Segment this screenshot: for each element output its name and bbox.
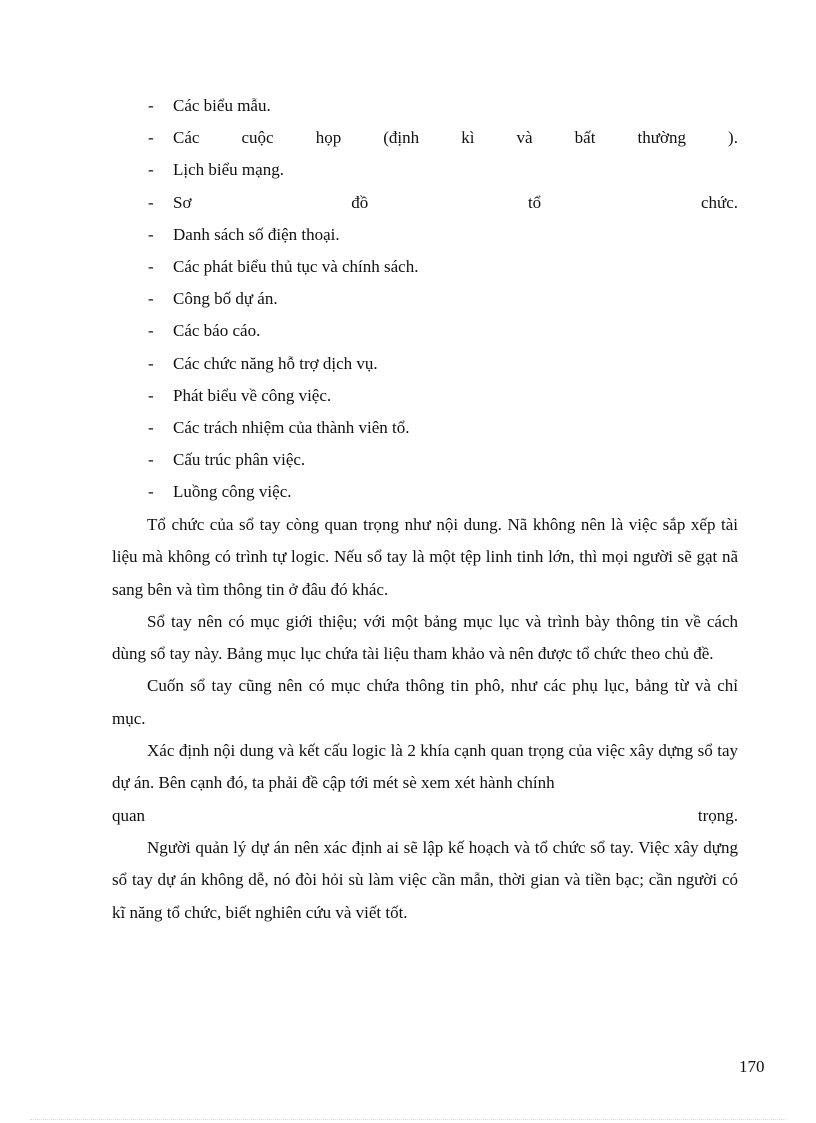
paragraph-text: Tổ chức của sổ tay còng quan trọng như nội dung. Nã không nên là việc sắp xếp tài liệu mà không có trình tự logic. Nếu sổ tay là một tệp linh tinh lớn, thì mọi người sẽ gạt nã sang bên và tìm thông tin ở đâu đó khác. [112,515,738,599]
body-text [112,509,738,929]
bullet-text: Cấu trúc phân việc. [173,450,306,470]
bullet-list [148,90,738,508]
bullet-dash: - [148,289,154,309]
bullet-dash: - [148,224,154,244]
paragraph [112,606,738,671]
paragraph-text: Xác định nội dung và kết cấu logic là 2 khía cạnh quan trọng của việc xây dựng sổ tay dự án. Bên cạnh đó, ta phải đề cập tới mét sè xem xét hành chính [112,741,738,793]
list-item [148,348,738,380]
bullet-text [173,128,738,148]
bullet-dash: - [148,385,154,405]
word: tổ [527,192,542,212]
bullet-text: Lịch biểu mạng. [173,160,284,180]
bullet-text: Các phát biểu thủ tục và chính sách. [173,257,419,277]
word: bất [574,128,596,148]
word: Sơ [173,192,192,212]
list-item [148,412,738,444]
bullet-dash: - [148,160,154,180]
word: trọng. [697,805,738,825]
bullet-text [173,193,738,213]
word: ). [728,128,738,148]
bullet-dash: - [148,257,154,277]
bullet-text: Các chức năng hỗ trợ dịch vụ. [173,353,378,373]
paragraph-text: Cuốn sổ tay cũng nên có mục chứa thông tin phô, như các phụ lục, bảng từ và chỉ mục. [112,676,738,728]
list-item [148,187,738,219]
bullet-dash: - [148,353,154,373]
bullet-text: Các biểu mẫu. [173,96,271,116]
word: quan [112,805,146,825]
list-item [148,154,738,186]
list-item [148,444,738,476]
word: và [516,128,533,148]
list-item [148,476,738,508]
bullet-dash: - [148,321,154,341]
footer-divider [30,1119,786,1120]
word: đồ [351,192,369,212]
bullet-text: Công bố dự án. [173,289,278,309]
paragraph-text: Người quản lý dự án nên xác định ai sẽ lập kế hoạch và tổ chức sổ tay. Việc xây dựng sổ tay dự án không dễ, nó đòi hỏi sù làm việc cần mẫn, thời gian và tiền bạc; cần người có kĩ năng tổ chức, biết nghiên cứu và viết tốt. [112,837,738,922]
list-item [148,380,738,412]
paragraph [112,735,738,832]
word: kì [461,128,475,148]
paragraph-text: Sổ tay nên có mục giới thiệu; với một bảng mục lục và trình bày thông tin về cách dùng sổ tay này. Bảng mục lục chứa tài liệu tham khảo và nên được tổ chức theo chủ đề. [112,611,738,664]
paragraph [112,670,738,735]
list-item [148,219,738,251]
paragraph [112,832,738,929]
bullet-dash: - [148,96,154,116]
word: Các [173,128,200,148]
page-number: 170 [739,1057,765,1076]
word: họp [315,128,342,148]
bullet-text: Luồng công việc. [173,482,292,502]
bullet-dash: - [148,450,154,470]
bullet-dash: - [148,482,154,502]
bullet-text: Các trách nhiệm của thành viên tổ. [173,417,410,437]
paragraph [112,509,738,606]
list-item [148,315,738,347]
word: cuộc [241,128,274,148]
bullet-dash: - [148,128,154,148]
bullet-text: Danh sách số điện thoại. [173,224,340,244]
word: chức. [700,192,738,212]
word: (định [383,128,420,148]
list-item [148,283,738,315]
bullet-text: Các báo cáo. [173,321,261,341]
bullet-dash: - [148,417,154,437]
paragraph-last-line [112,800,738,832]
bullet-text: Phát biểu về công việc. [173,385,332,405]
bullet-dash: - [148,192,154,212]
list-item [148,251,738,283]
list-item [148,122,738,154]
list-item [148,90,738,122]
word: thường [637,128,686,148]
